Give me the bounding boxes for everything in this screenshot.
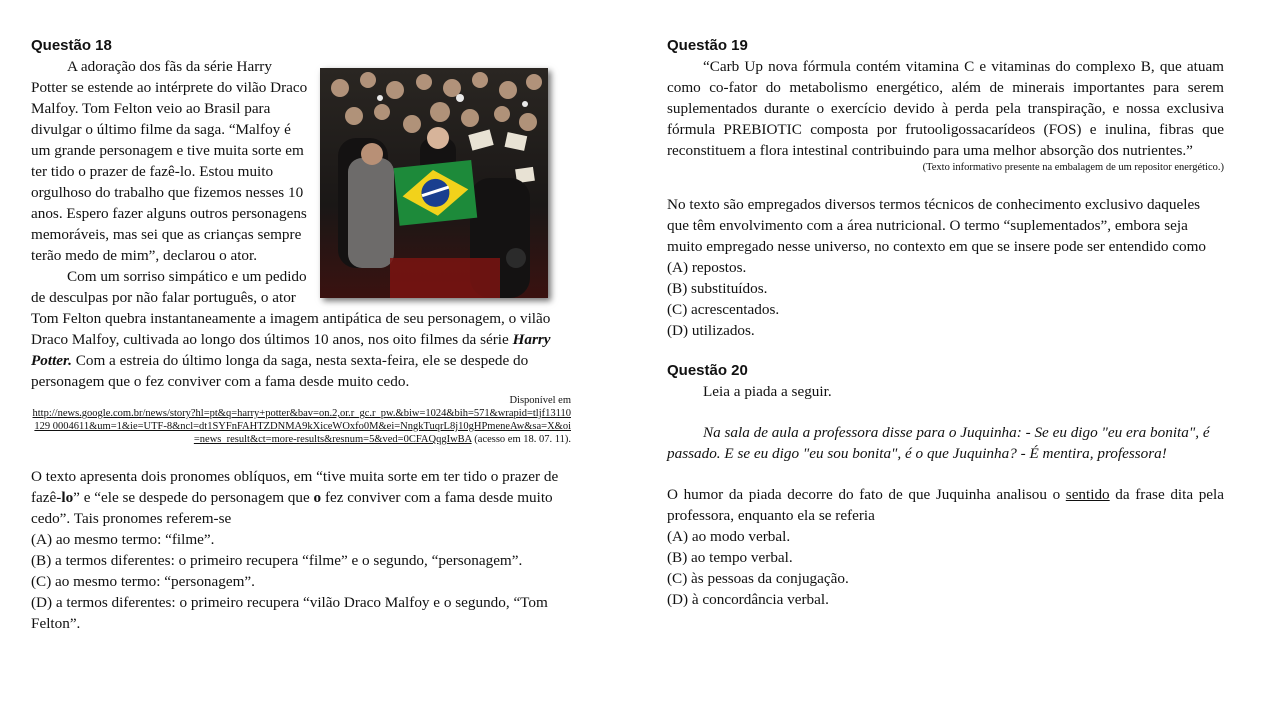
q18-stem-part-a: O texto apresenta dois pronomes oblíquos, em “tive muita sorte em ter tido o prazer de fazê- [31,468,559,506]
q19-source-note: (Texto informativo presente na embalagem de um repositor energético.) [922,162,1224,173]
q20-option-b[interactable]: (B) ao tempo verbal. [667,549,793,566]
q20-stem-part-a: O humor da piada decorre do fato de que Juquinha analisou o [667,486,1066,503]
q18-stem-part-b: ” e “ele se despede do personagem que [73,489,314,506]
q18-stem [31,466,571,529]
q19-option-c[interactable]: (C) acrescentados. [667,301,780,318]
q20-intro: Leia a piada a seguir. [703,383,832,400]
q19-option-b[interactable]: (B) substituídos. [667,280,768,297]
harry-potter-bold: Harry Potter. [31,331,551,369]
q18-paragraph-1: A adoração dos fãs da série Harry Potter se estende ao intérprete do vilão Draco Malfoy. Tom Felton veio ao Brasil para divulgar o último filme da saga. “Malfoy é um grande personagem e tive muita sorte em ter tido o prazer de fazê-lo. Estou muito orgulhoso do trabalho que fizemos nesses 10 anos. Espero fazer alguns outros personagens memoráveis, mas sei que as crianças sempre terão medo de mim”, declarou o ator. [31,58,308,264]
q18-source [31,394,571,446]
q19-option-d[interactable]: (D) utilizados. [667,322,755,339]
pronoun-lo-bold: lo [61,489,74,506]
question-20-title: Questão 20 [667,362,748,379]
q19-quote: “Carb Up nova fórmula contém vitamina C e vitaminas do complexo B, que atuam como co-fator do metabolismo energético, além de minerais importantes para serem suplementados durante o exercício devido à perda pela transpiração, e nossa exclusiva fórmula PREBIOTIC composta por frutooligossacarídeos (FOS) e inulina, fibras que reconstituem a flora intestinal contribuindo para uma melhor absorção dos nutrientes.” [667,58,1224,159]
q18-option-a[interactable]: (A) ao mesmo termo: “filme”. [31,531,215,548]
q20-joke: Na sala de aula a professora disse para o Juquinha: - Se eu digo "eu era bonita", é passado. E se eu digo "eu sou bonita", é o que Juquinha? - É mentira, professora! [667,424,1210,462]
q20-option-a[interactable]: (A) ao modo verbal. [667,528,791,545]
source-label: Disponível em [509,395,571,406]
word-sentido-underlined: sentido [1065,486,1110,503]
q19-option-a[interactable]: (A) repostos. [667,259,747,276]
q18-option-c[interactable]: (C) ao mesmo termo: “personagem”. [31,573,255,590]
q20-stem-part-b: da frase dita pela professora, enquanto ela se referia [667,486,1224,524]
crowd-photo-image [320,68,548,298]
q18-paragraph-2-end: Com a estreia do último longa da saga, nesta sexta-feira, ele se despede do personagem que o fez conviver com a fama desde muito cedo. [31,352,529,390]
q20-option-d[interactable]: (D) à concordância verbal. [667,591,829,608]
q18-paragraph-2-start: Com um sorriso simpático e um pedido de desculpas por não falar português, o ator Tom Felton quebra instantaneamente a imagem antipática de seu personagem, o vilão Draco Malfoy, cultivada ao longo dos últimos 10 anos, nos oito filmes da série [31,268,551,348]
pronoun-o-bold: o [313,489,322,506]
source-url-link[interactable]: http://news.google.com.br/news/story?hl=pt&q=harry+potter&bav=on.2,or.r_gc.r_pw.&biw=1024&bih=571&wrapid=tljf13110129 0004611&um=1&ie=UTF-8&ncl=dt1SYFnFAHTZDNMA9kXiceWOxfo0M&ei=NngkTuqrL8j10gHPmeneAw&sa=X&oi=news_result&ct=more-results&resnum=5&ved=0CFAQqgIwBA [32,408,571,445]
q18-option-d[interactable]: (D) a termos diferentes: o primeiro recupera “vilão Draco Malfoy e o segundo, “Tom Felton”. [31,594,548,632]
source-access-date: (acesso em 18. 07. 11). [471,434,571,445]
q20-stem [667,484,1224,526]
q19-stem: No texto são empregados diversos termos técnicos de conhecimento exclusivo daqueles que têm envolvimento com a área nutricional. O termo “suplementados”, embora seja muito empregado nesse universo, no contexto em que se insere pode ser entendido como [667,196,1207,255]
q18-option-b[interactable]: (B) a termos diferentes: o primeiro recupera “filme” e o segundo, “personagem”. [31,552,523,569]
q18-stem-part-c: fez conviver com a fama desde muito cedo”. Tais pronomes referem-se [31,489,553,527]
question-18 [31,36,571,634]
source-citation [31,407,571,446]
question-18-title: Questão 18 [31,37,112,54]
question-19-title: Questão 19 [667,37,748,54]
questions-19-20 [667,36,1224,610]
photo-tom-felton-crowd [320,68,548,298]
q20-option-c[interactable]: (C) às pessoas da conjugação. [667,570,849,587]
